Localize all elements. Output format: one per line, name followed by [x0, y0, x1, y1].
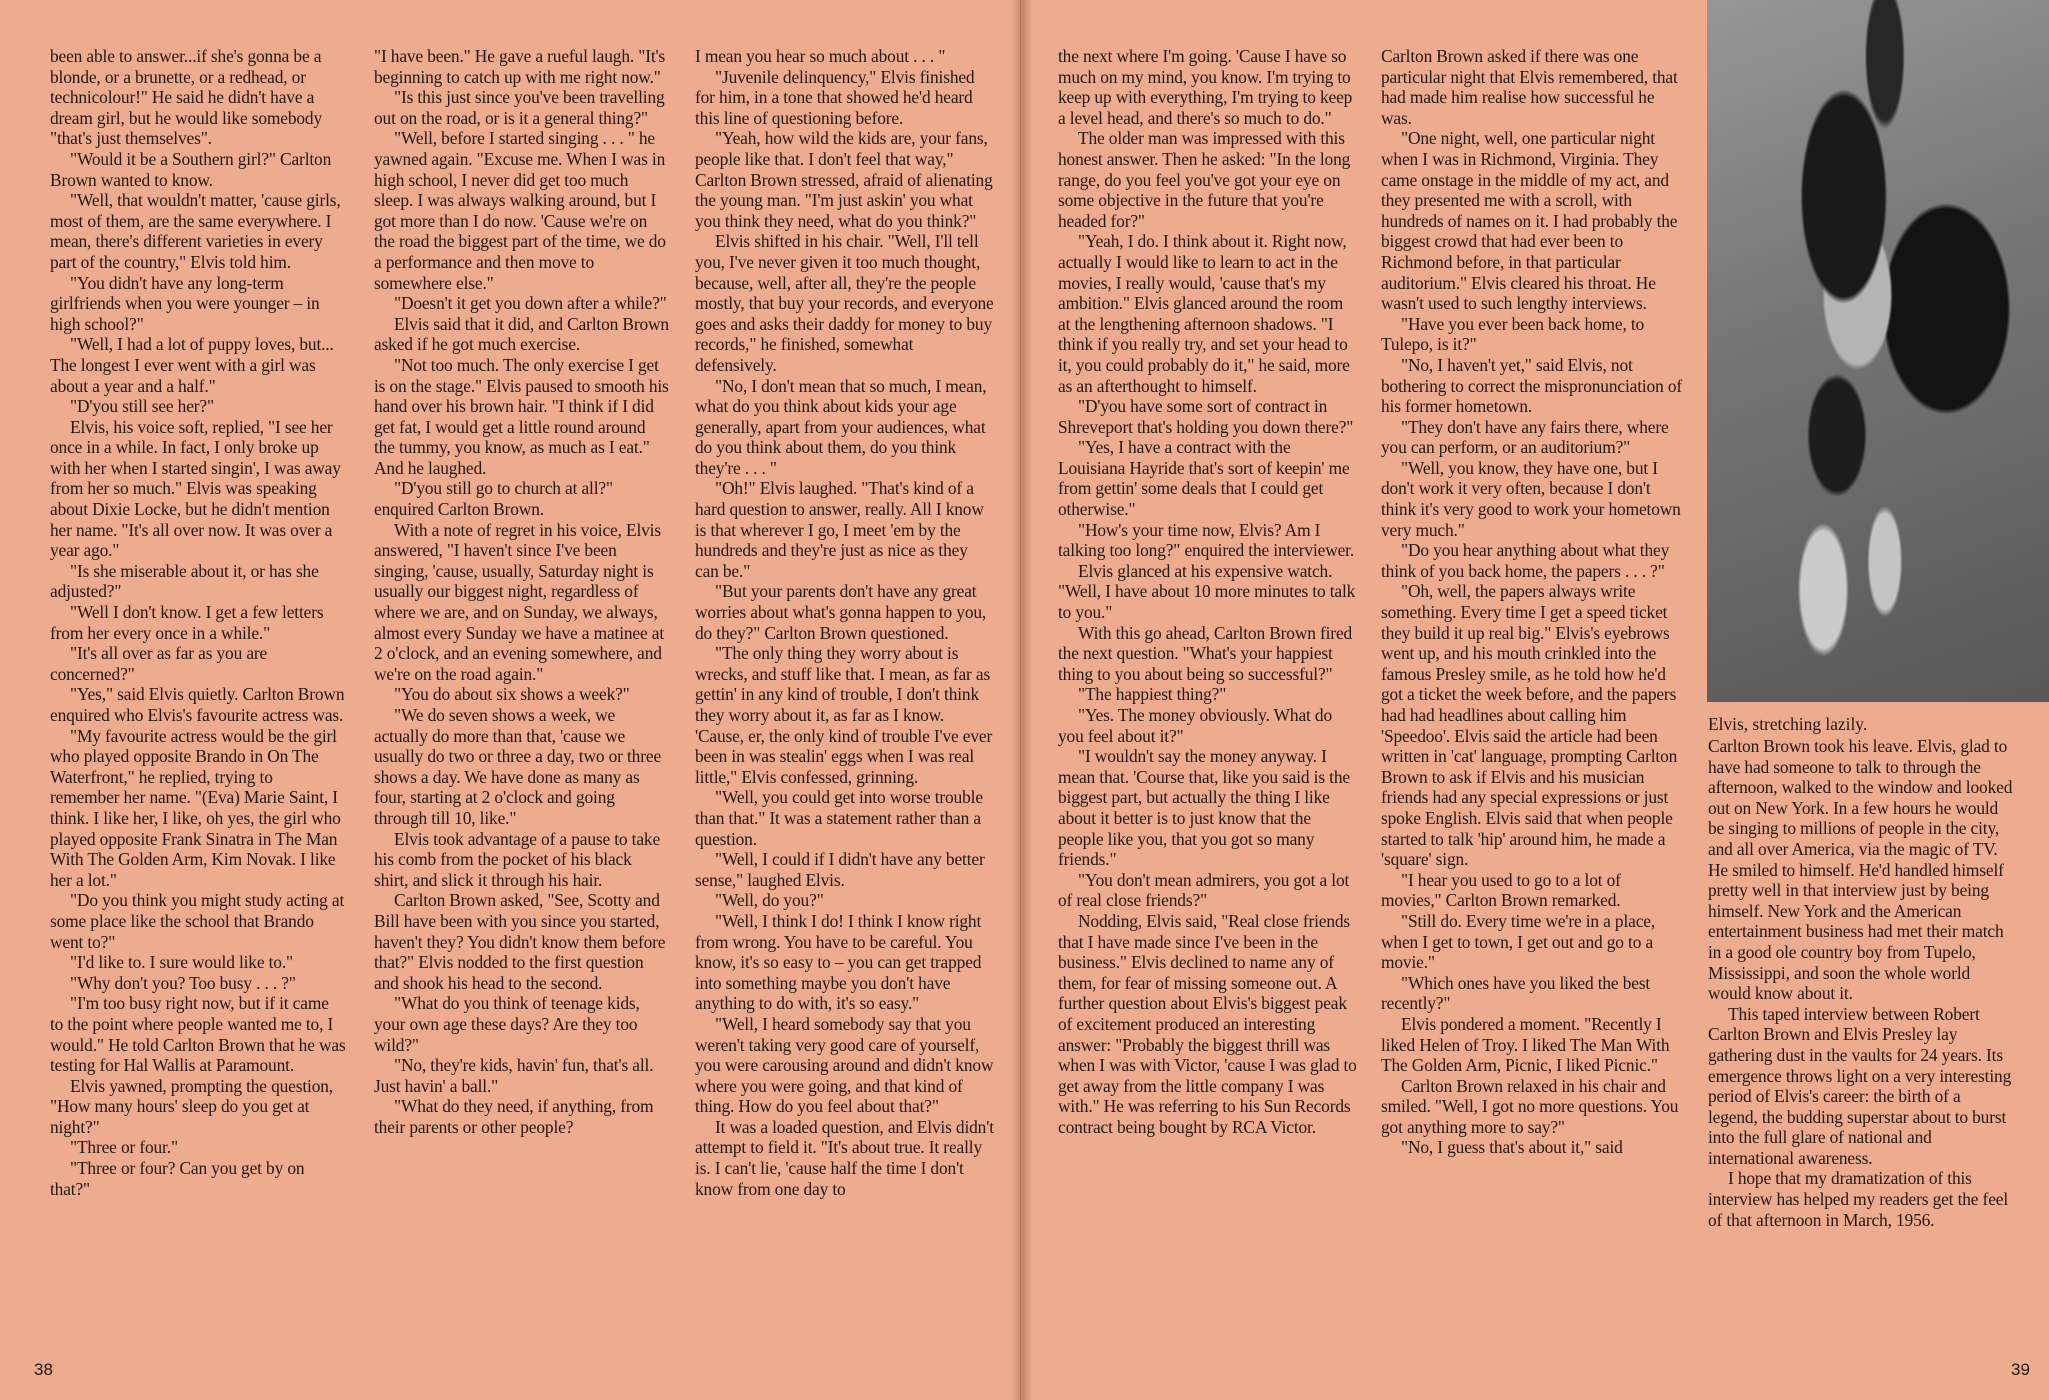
text-column-1: [50, 46, 346, 1352]
paragraph: "Do you think you might study acting at some place like the school that Brando went to?": [50, 890, 345, 952]
page-number-left: 38: [34, 1360, 53, 1379]
paragraph: "Well, I could if I didn't have any better sense," laughed Elvis.: [695, 849, 985, 890]
paragraph: "D'you still see her?": [70, 396, 214, 417]
paragraph: "Well, I think I do! I think I know right from wrong. You have to be careful. You know, it's so easy to – you can get trapped into something maybe you don't have anything to do with, it's so easy.": [695, 910, 982, 1014]
paragraph: the next where I'm going. 'Cause I have so much on my mind, you know. I'm trying to keep up with everything, I'm trying to keep a level head, and there's so much to do.": [1058, 46, 1353, 128]
paragraph: I hope that my dramatization of this interview has helped my readers get the feel of that afternoon in March, 1956.: [1708, 1168, 2009, 1230]
paragraph: "I wouldn't say the money anyway. I mean that. 'Course that, like you said is the biggest part, but actually the thing I like about it better is to just know that the people like you, that you got so many friends.": [1058, 746, 1350, 870]
page-number-right: 39: [2011, 1360, 2030, 1379]
paragraph: "It's all over as far as you are concerned?": [50, 643, 268, 684]
paragraph: "Well I don't know. I get a few letters from her every once in a while.": [50, 602, 324, 643]
paragraph: "They don't have any fairs there, where you can perform, or an auditorium?": [1381, 416, 1669, 458]
paragraph: "The only thing they worry about is wrecks, and stuff like that. I mean, as far as gettin' in any kind of trouble, I don't think they worry about it, as far as I know. 'Cause, er, the only kind of trouble I've ever been in was stealin' eggs when I was real little," Elvis confessed, grinning.: [695, 643, 993, 787]
paragraph: Carlton Brown asked, "See, Scotty and Bill have been with you since you started, haven't they? You didn't know them before that?" Elvis nodded to the first question and shook his head to the second.: [374, 890, 666, 993]
paragraph: "Not too much. The only exercise I get is on the stage." Elvis paused to smooth his hand over his brown hair. "I think if I did get fat, I would get a little round around the tummy, you know, as much as I eat." And he laughed.: [374, 354, 669, 478]
paragraph: "Yes, I have a contract with the Louisiana Hayride that's sort of keepin' me from gettin' some deals that I could get otherwise.": [1058, 437, 1350, 520]
paragraph: "D'you have some sort of contract in Shreveport that's holding you down there?": [1058, 396, 1354, 437]
text-column-5: [1381, 46, 1683, 1352]
paragraph: "You didn't have any long-term girlfriends when you were younger – in high school?": [50, 272, 320, 334]
paragraph: "How's your time now, Elvis? Am I talking too long?" enquired the interviewer.: [1058, 519, 1355, 561]
paragraph: Elvis pondered a moment. "Recently I liked Helen of Troy. I liked The Man With The Golden Arm, Picnic, I liked Picnic.": [1381, 1013, 1670, 1076]
paragraph: Carlton Brown asked if there was one particular night that Elvis remembered, that had made him realise how successful he was.: [1381, 46, 1678, 128]
paragraph: "Doesn't it get you down after a while?": [394, 293, 667, 314]
paragraph: "I'd like to. I sure would like to.": [70, 952, 293, 973]
paragraph: "No, I don't mean that so much, I mean, what do you think about kids your age generally, apart from your audiences, what do you think about them, do you think they're . . . ": [695, 375, 987, 478]
paragraph: "Still do. Every time we're in a place, when I get to town, I get out and go to a movie.": [1381, 910, 1656, 973]
paragraph: "You do about six shows a week?": [394, 684, 630, 705]
paragraph: "Why don't you? Too busy . . . ?": [70, 972, 296, 993]
paragraph: "Well, do you?": [715, 890, 824, 911]
paragraph: "Well, that wouldn't matter, 'cause girls, most of them, are the same everywhere. I mean, there's different varieties in every part of the country," Elvis told him.: [50, 190, 341, 272]
paragraph: "Have you ever been back home, to Tulepo, is it?": [1381, 313, 1645, 355]
paragraph: "D'you still go to church at all?" enquired Carlton Brown.: [374, 478, 613, 520]
paragraph: "No, they're kids, havin' fun, that's all. Just havin' a ball.": [374, 1055, 654, 1096]
paragraph: "My favourite actress would be the girl who played opposite Brando in On The Waterfront," he replied, trying to remember her name. "(Eva) Marie Saint, I think. I like her, I like, oh yes, the girl who played opposite Frank Sinatra in The Man With The Golden Arm, Kim Novak. I like her a lot.": [50, 725, 341, 890]
paragraph: "Is she miserable about it, or has she adjusted?": [50, 560, 319, 602]
paragraph: With a note of regret in his voice, Elvis answered, "I haven't since I've been singing, 'cause, usually, Saturday night is usually our biggest night, regardless of where we are, and on Sunday, we always, almost every Sunday we have a matinee at 2 o'clock, and an evening somewhere, and we're on the road again.": [374, 519, 665, 684]
paragraph: "I'm too busy right now, but if it came to the point where people wanted me to, I would." He told Carlton Brown that he was testing for Hal Wallis at Paramount.: [50, 993, 346, 1076]
text-column-4: [1058, 46, 1358, 1352]
paragraph: "Juvenile delinquency," Elvis finished for him, in a tone that showed he'd heard this line of questioning before.: [695, 66, 975, 128]
text-column-6: [1708, 736, 2013, 1376]
paragraph: Elvis took advantage of a pause to take his comb from the pocket of his black shirt, and slick it through his hair.: [374, 828, 661, 890]
paragraph: "But your parents don't have any great worries about what's gonna happen to you, do they?" Carlton Brown questioned.: [695, 581, 987, 643]
paragraph: "Oh, well, the papers always write something. Every time I get a speed ticket they build it up real big." Elvis's eyebrows went up, and his mouth crinkled into the famous Presley smile, as he told how he'd got a ticket the week before, and the papers had had headlines about calling him 'Speedoo'. Elvis said the article had been written in 'cat' language, prompting Carlton Brown to ask if Elvis and his musician friends had any special expressions or just spoke English. Elvis said that when people started to talk 'hip' around him, he made a 'square' sign.: [1381, 581, 1678, 870]
paragraph: "The happiest thing?": [1078, 684, 1227, 705]
paragraph: "I hear you used to go to a lot of movies," Carlton Brown remarked.: [1381, 869, 1621, 911]
paragraph: "Well, I had a lot of puppy loves, but... The longest I ever went with a girl was about a year and a half.": [50, 334, 334, 396]
paragraph: "Three or four? Can you get by on that?": [50, 1158, 305, 1199]
paragraph: "You don't mean admirers, you got a lot of real close friends?": [1058, 869, 1350, 911]
paragraph: Carlton Brown relaxed in his chair and smiled. "Well, I got no more questions. You got anything more to say?": [1381, 1075, 1679, 1137]
paragraph: "Yes. The money obviously. What do you feel about it?": [1058, 705, 1333, 746]
photo-caption: Elvis, stretching lazily.: [1708, 714, 1868, 734]
paragraph: "No, I guess that's about it," said: [1401, 1137, 1623, 1158]
paragraph: "Is this just since you've been travelling out on the road, or is it a general thing?": [374, 87, 665, 128]
paragraph: "Well, I heard somebody say that you weren't taking very good care of yourself, you were carousing around and didn't know where you were going, and that kind of thing. How do you feel about that?": [695, 1013, 994, 1117]
paragraph: "Oh!" Elvis laughed. "That's kind of a hard question to answer, really. All I know is that wherever I go, I meet 'em by the hundreds and they're just as nice as they can be.": [695, 478, 984, 581]
paragraph: Elvis glanced at his expensive watch. "Well, I have about 10 more minutes to talk to you.": [1058, 560, 1356, 623]
paragraph: I mean you hear so much about . . . ": [695, 46, 946, 66]
paragraph: This taped interview between Robert Carlton Brown and Elvis Presley lay gathering dust in the vaults for 24 years. Its emergence throws light on a very interesting period of Elvis's career: the birth of a legend, the budding superstar about to burst into the full glare of national and international awareness.: [1708, 1003, 2012, 1168]
paragraph: "Yes," said Elvis quietly. Carlton Brown enquired who Elvis's favourite actress was.: [50, 684, 345, 725]
paragraph: "Would it be a Southern girl?" Carlton Brown wanted to know.: [50, 148, 332, 190]
text-column-3: [695, 46, 995, 1352]
paragraph: "No, I haven't yet," said Elvis, not bothering to correct the mispronunciation of his former hometown.: [1381, 354, 1683, 417]
paragraph: "Well, you could get into worse trouble than that." It was a statement rather than a question.: [695, 787, 983, 849]
paragraph: "Well, before I started singing . . . " he yawned again. "Excuse me. When I was in high school, I never did get too much sleep. I was always walking around, but I got more than I do now. 'Cause we're on the road the biggest part of the time, we do a performance and then move to somewhere else.": [374, 128, 666, 293]
paragraph: "Yeah, how wild the kids are, your fans, people like that. I don't feel that way," Carlton Brown stressed, afraid of alienating the young man. "I'm just askin' you what you think they need, what do you think?": [695, 128, 993, 231]
paragraph: been able to answer...if she's gonna be a blonde, or a brunette, or a redhead, or technicolour!" He said he didn't have a dream girl, but he would like somebody "that's just themselves".: [50, 46, 323, 149]
paragraph: "Three or four.": [70, 1137, 178, 1158]
text-column-2: [374, 46, 670, 1352]
paragraph: Elvis, his voice soft, replied, "I see her once in a while. In fact, I only broke up with her when I started singin', I was away from her so much." Elvis was speaking about Dixie Locke, but he didn't mention her name. "It's all over now. It was over a year ago.": [50, 416, 341, 561]
paragraph: The older man was impressed with this honest answer. Then he asked: "In the long range, do you feel you've got your eye on some objective in the future that you're headed for?": [1058, 128, 1351, 231]
paragraph: "Well, you know, they have one, but I don't work it very often, because I don't think it's very good to work your hometown very much.": [1381, 457, 1681, 540]
paragraph: Elvis shifted in his chair. "Well, I'll tell you, I've never given it too much thought, because, well, after all, they're the people mostly, that buy your records, and everyone goes and asks their daddy for money to buy records," he finished, somewhat defensively.: [695, 231, 994, 375]
paragraph: "Do you hear anything about what they think of you back home, the papers . . . ?": [1381, 540, 1670, 581]
paragraph: Elvis yawned, prompting the question, "How many hours' sleep do you get at night?": [50, 1075, 334, 1137]
paragraph: It was a loaded question, and Elvis didn't attempt to field it. "It's about true. It really is. I can't lie, 'cause half the time I don't know from one day to: [695, 1116, 994, 1199]
paragraph: "Yeah, I do. I think about it. Right now, actually I would like to learn to act in the movies, I really would, 'cause that's my ambition." Elvis glanced around the room at the lengthening afternoon shadows. "I think if you really try, and set your head to it, you could probably do it," he said, more as an afterthought to himself.: [1058, 231, 1350, 396]
paragraph: "One night, well, one particular night when I was in Richmond, Virginia. They came onstage in the middle of my act, and they presented me with a scroll, with hundreds of names on it. I had probably the biggest crowd that had ever been to Richmond before, in that particular auditorium." Elvis cleared his throat. He wasn't used to such lengthy interviews.: [1381, 128, 1678, 314]
paragraph: With this go ahead, Carlton Brown fired the next question. "What's your happiest thing to you about being so successful?": [1058, 622, 1353, 684]
paragraph: "What do you think of teenage kids, your own age these days? Are they too wild?": [374, 993, 640, 1055]
elvis-photo: [1707, 0, 2049, 702]
paragraph: Elvis said that it did, and Carlton Brown asked if he got much exercise.: [374, 313, 669, 355]
paragraph: "I have been." He gave a rueful laugh. "It's beginning to catch up with me right now.": [374, 46, 666, 87]
paragraph: "Which ones have you liked the best recently?": [1381, 972, 1651, 1014]
paragraph: "What do they need, if anything, from their parents or other people?: [374, 1096, 654, 1137]
paragraph: Nodding, Elvis said, "Real close friends that I have made since I've been in the business." Elvis declined to name any of them, for fear of missing someone out. A further question about Elvis's biggest peak of excitement produced an interesting answer: "Probably the biggest thrill was when I was with Victor, 'cause I was glad to get away from the little company I was with." He was referring to his Sun Records contract being bought by RCA Victor.: [1058, 910, 1357, 1137]
paragraph: "We do seven shows a week, we actually do more than that, 'cause we usually do two or three a day, two or three shows a day. We have done as many as four, starting at 2 o'clock and going through till 10, like.": [374, 705, 662, 828]
page-gutter: [1012, 0, 1032, 1400]
paragraph: Carlton Brown took his leave. Elvis, glad to have had someone to talk to through the afternoon, walked to the window and looked out on New York. In a few hours he would be singing to millions of people in the city, and all over America, via the magic of TV. He smiled to himself. He'd handled himself pretty well in that interview just by being himself. New York and the American entertainment business had met their match in a good ole country boy from Tupelo, Mississippi, and soon the whole world would know about it.: [1708, 736, 2013, 1004]
